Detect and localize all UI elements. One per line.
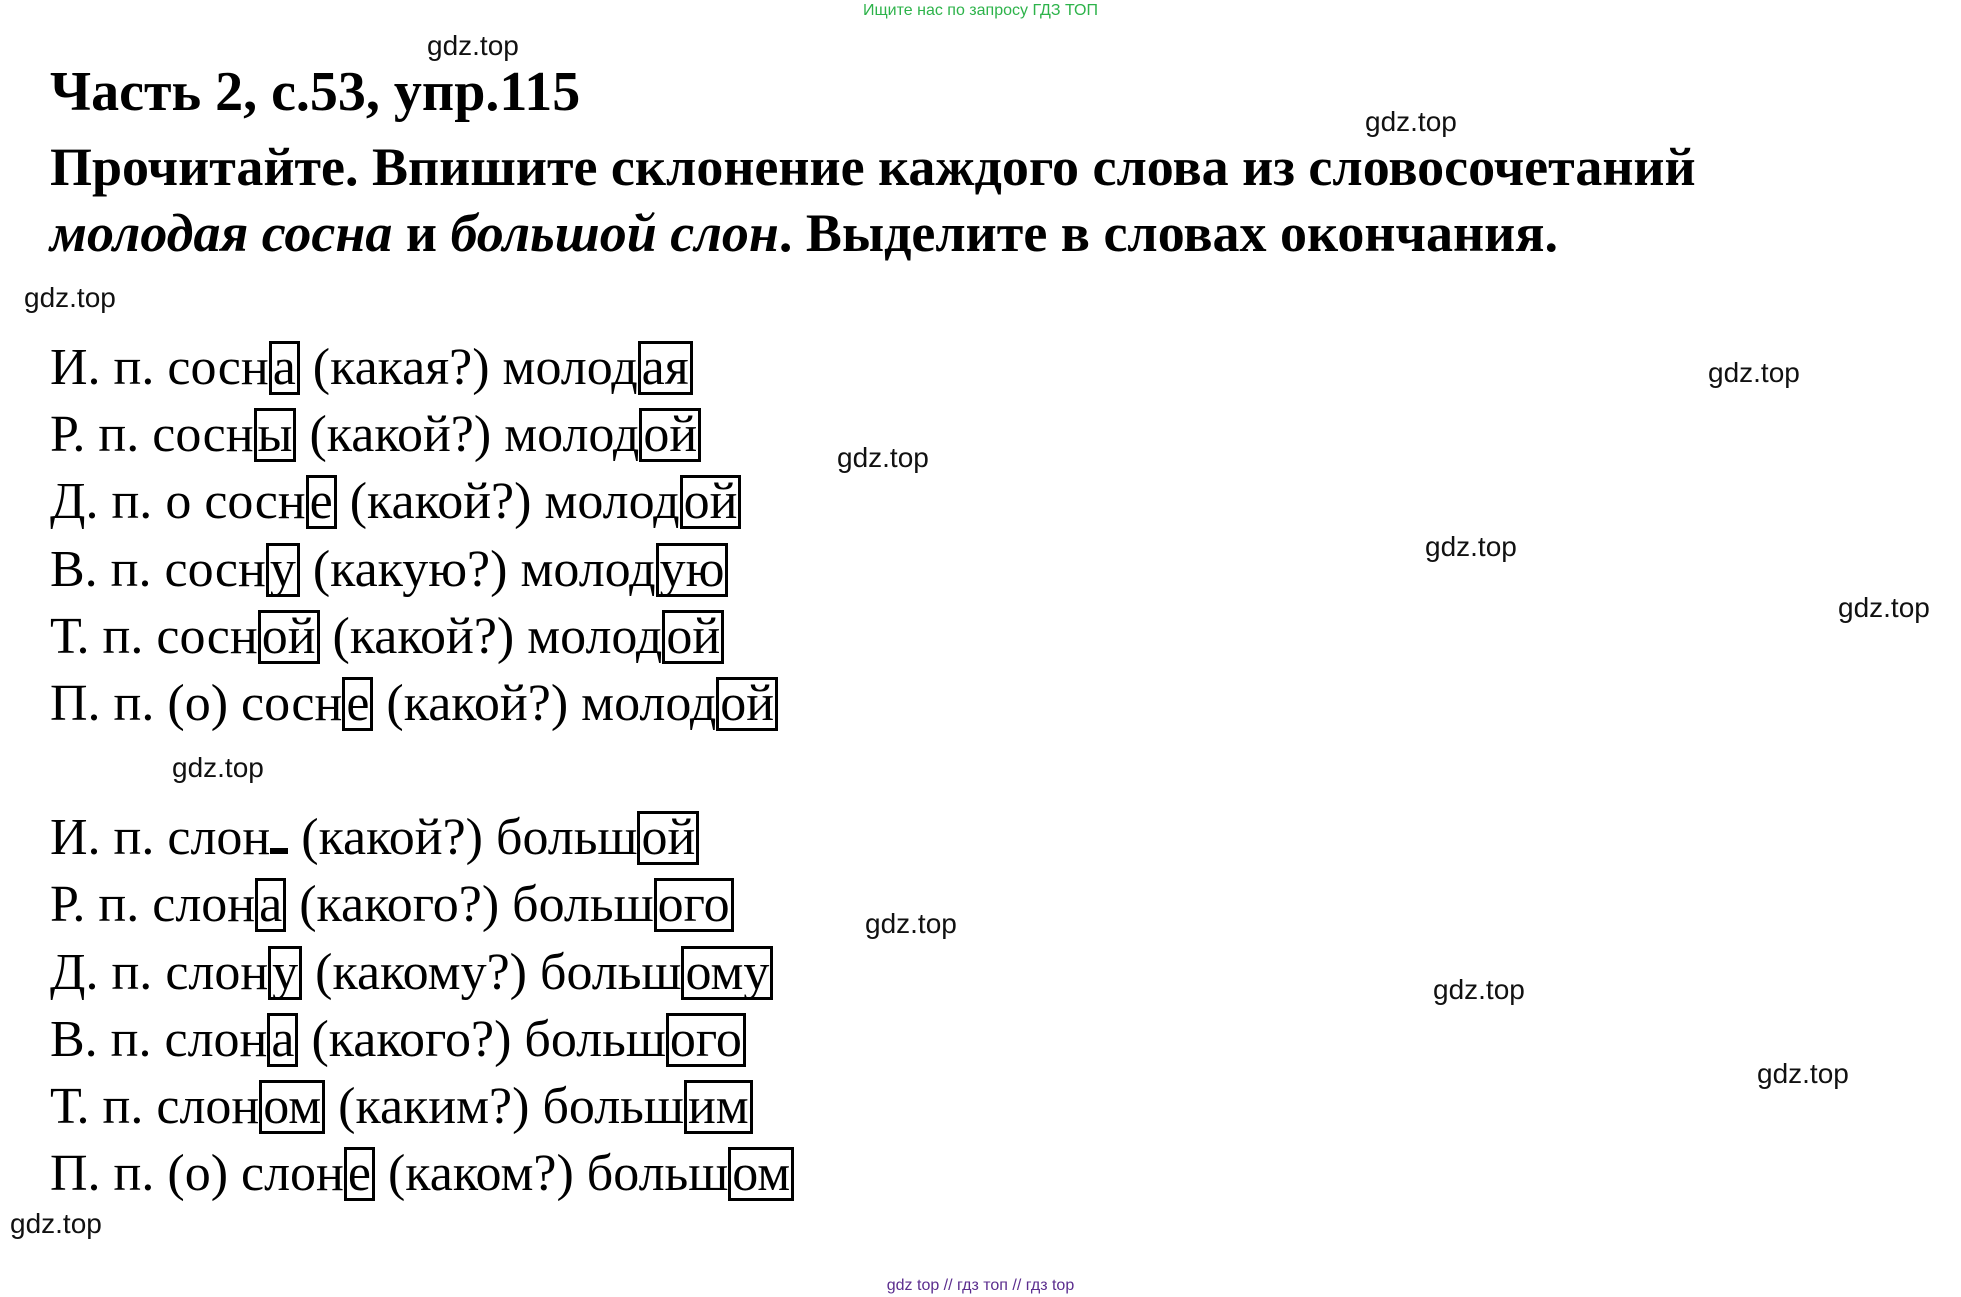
watermark: gdz.top — [1365, 106, 1457, 137]
adjective-ending-box: ому — [681, 946, 773, 1000]
declension-row — [50, 875, 734, 935]
case-label: П. п. — [50, 1145, 168, 1202]
adjective-stem: молод — [502, 339, 638, 396]
adjective-stem: больш — [524, 1011, 666, 1068]
declension-row — [50, 1010, 746, 1070]
case-label: Р. п. — [50, 876, 153, 933]
footer-link[interactable]: гдз топ — [957, 1277, 1008, 1294]
footer-link[interactable]: гдз top — [1025, 1277, 1075, 1294]
case-question: (какую?) — [299, 541, 521, 598]
declension-row — [50, 472, 741, 532]
noun-stem: слон — [156, 1078, 260, 1135]
watermark: gdz.top — [427, 30, 519, 61]
noun-ending-box: а — [255, 878, 286, 932]
adjective-stem: больш — [542, 1078, 684, 1135]
watermark: gdz.top — [1708, 357, 1800, 388]
adjective-stem: молод — [581, 675, 717, 732]
case-label: Д. п. — [50, 473, 166, 530]
noun-stem: сосн — [152, 406, 254, 463]
declension-row — [50, 338, 693, 398]
adjective-stem: больш — [539, 944, 682, 1001]
case-question: (каком?) — [374, 1145, 587, 1202]
preposition: (о) — [167, 675, 242, 732]
noun-ending-box — [270, 848, 288, 854]
task-text-line2 — [50, 202, 1558, 264]
case-label: Р. п. — [50, 406, 153, 463]
case-label: П. п. — [50, 675, 168, 732]
case-question: (какого?) — [298, 1011, 525, 1068]
noun-ending-box: у — [266, 543, 300, 597]
search-hint-banner — [0, 2, 1961, 20]
noun-ending-box: а — [269, 341, 300, 395]
case-label: И. п. — [50, 809, 168, 866]
declension-row — [50, 943, 773, 1003]
adjective-ending-box: ом — [728, 1147, 794, 1201]
task-text-line1: Прочитайте. Впишите склонение каждого слова из словосочетаний — [50, 137, 1696, 197]
adjective-ending-box: ая — [638, 341, 693, 395]
watermark: gdz.top — [1425, 531, 1517, 562]
noun-stem: сосн — [167, 339, 269, 396]
adjective-stem: молод — [504, 406, 640, 463]
case-question: (каким?) — [325, 1078, 543, 1135]
noun-ending-box: е — [342, 677, 373, 731]
declension-row — [50, 1144, 794, 1204]
adjective-ending-box: ой — [662, 610, 724, 664]
declension-row — [50, 405, 701, 465]
case-question: (какой?) — [288, 809, 496, 866]
case-label: В. п. — [50, 541, 165, 598]
watermark: gdz.top — [837, 442, 929, 473]
case-label: И. п. — [50, 339, 168, 396]
preposition: (о) — [167, 1145, 242, 1202]
adjective-ending-box: ого — [666, 1013, 746, 1067]
case-question: (какой?) — [319, 608, 528, 665]
noun-stem: сосн — [156, 608, 258, 665]
noun-stem: слон — [164, 1011, 268, 1068]
case-question: (какой?) — [336, 473, 545, 530]
adjective-ending-box: ую — [656, 543, 729, 597]
watermark: gdz.top — [172, 752, 264, 783]
adjective-ending-box: ой — [639, 408, 701, 462]
task-phrase-1: молодая сосна — [50, 203, 393, 263]
noun-ending-box: е — [306, 475, 337, 529]
preposition: о — [165, 473, 205, 530]
case-label: В. п. — [50, 1011, 165, 1068]
noun-ending-box: е — [344, 1147, 375, 1201]
watermark: gdz.top — [1433, 974, 1525, 1005]
noun-ending-box: у — [268, 946, 302, 1000]
footer-separator: // — [1007, 1277, 1026, 1294]
noun-stem: слон — [165, 944, 269, 1001]
noun-stem: слон — [152, 876, 256, 933]
footer-links — [0, 1277, 1961, 1295]
declension-row — [50, 674, 778, 734]
declension-row — [50, 1077, 753, 1137]
case-label: Т. п. — [50, 608, 157, 665]
declension-row — [50, 540, 728, 600]
adjective-ending-box: ого — [654, 878, 734, 932]
adjective-stem: больш — [512, 876, 654, 933]
case-question: (какого?) — [286, 876, 513, 933]
watermark: gdz.top — [865, 908, 957, 939]
noun-stem: сосн — [241, 675, 343, 732]
search-hint-text: Ищите нас по запросу ГДЗ ТОП — [863, 2, 1098, 19]
watermark: gdz.top — [1757, 1058, 1849, 1089]
case-question: (какой?) — [373, 675, 582, 732]
footer-separator: // — [939, 1277, 958, 1294]
adjective-stem: молод — [527, 608, 663, 665]
task-and: и — [392, 203, 451, 263]
adjective-ending-box: ой — [637, 811, 699, 865]
adjective-stem: молод — [544, 473, 680, 530]
adjective-stem: больш — [495, 809, 638, 866]
noun-ending-box: а — [267, 1013, 298, 1067]
case-label: Т. п. — [50, 1078, 157, 1135]
watermark: gdz.top — [10, 1208, 102, 1239]
case-label: Д. п. — [50, 944, 166, 1001]
case-question: (какой?) — [296, 406, 505, 463]
adjective-ending-box: им — [684, 1080, 753, 1134]
noun-stem: сосн — [204, 473, 306, 530]
noun-stem: слон — [167, 809, 271, 866]
adjective-ending-box: ой — [716, 677, 778, 731]
watermark: gdz.top — [24, 282, 116, 313]
adjective-stem: молод — [520, 541, 656, 598]
noun-ending-box: ой — [258, 610, 320, 664]
task-phrase-2: большой слон — [450, 203, 779, 263]
declension-row — [50, 607, 724, 667]
noun-ending-box: ом — [259, 1080, 325, 1134]
task-rest: . Выделите в словах окончания. — [778, 203, 1558, 263]
case-question: (какому?) — [302, 944, 540, 1001]
declension-row — [50, 808, 699, 868]
case-question: (какая?) — [299, 339, 503, 396]
noun-stem: слон — [241, 1145, 344, 1202]
noun-stem: сосн — [164, 541, 266, 598]
footer-link[interactable]: gdz top — [886, 1277, 940, 1294]
adjective-stem: больш — [586, 1145, 729, 1202]
noun-ending-box: ы — [254, 408, 297, 462]
exercise-title: Часть 2, с.53, упр.115 — [50, 61, 581, 123]
adjective-ending-box: ой — [680, 475, 742, 529]
watermark: gdz.top — [1838, 592, 1930, 623]
